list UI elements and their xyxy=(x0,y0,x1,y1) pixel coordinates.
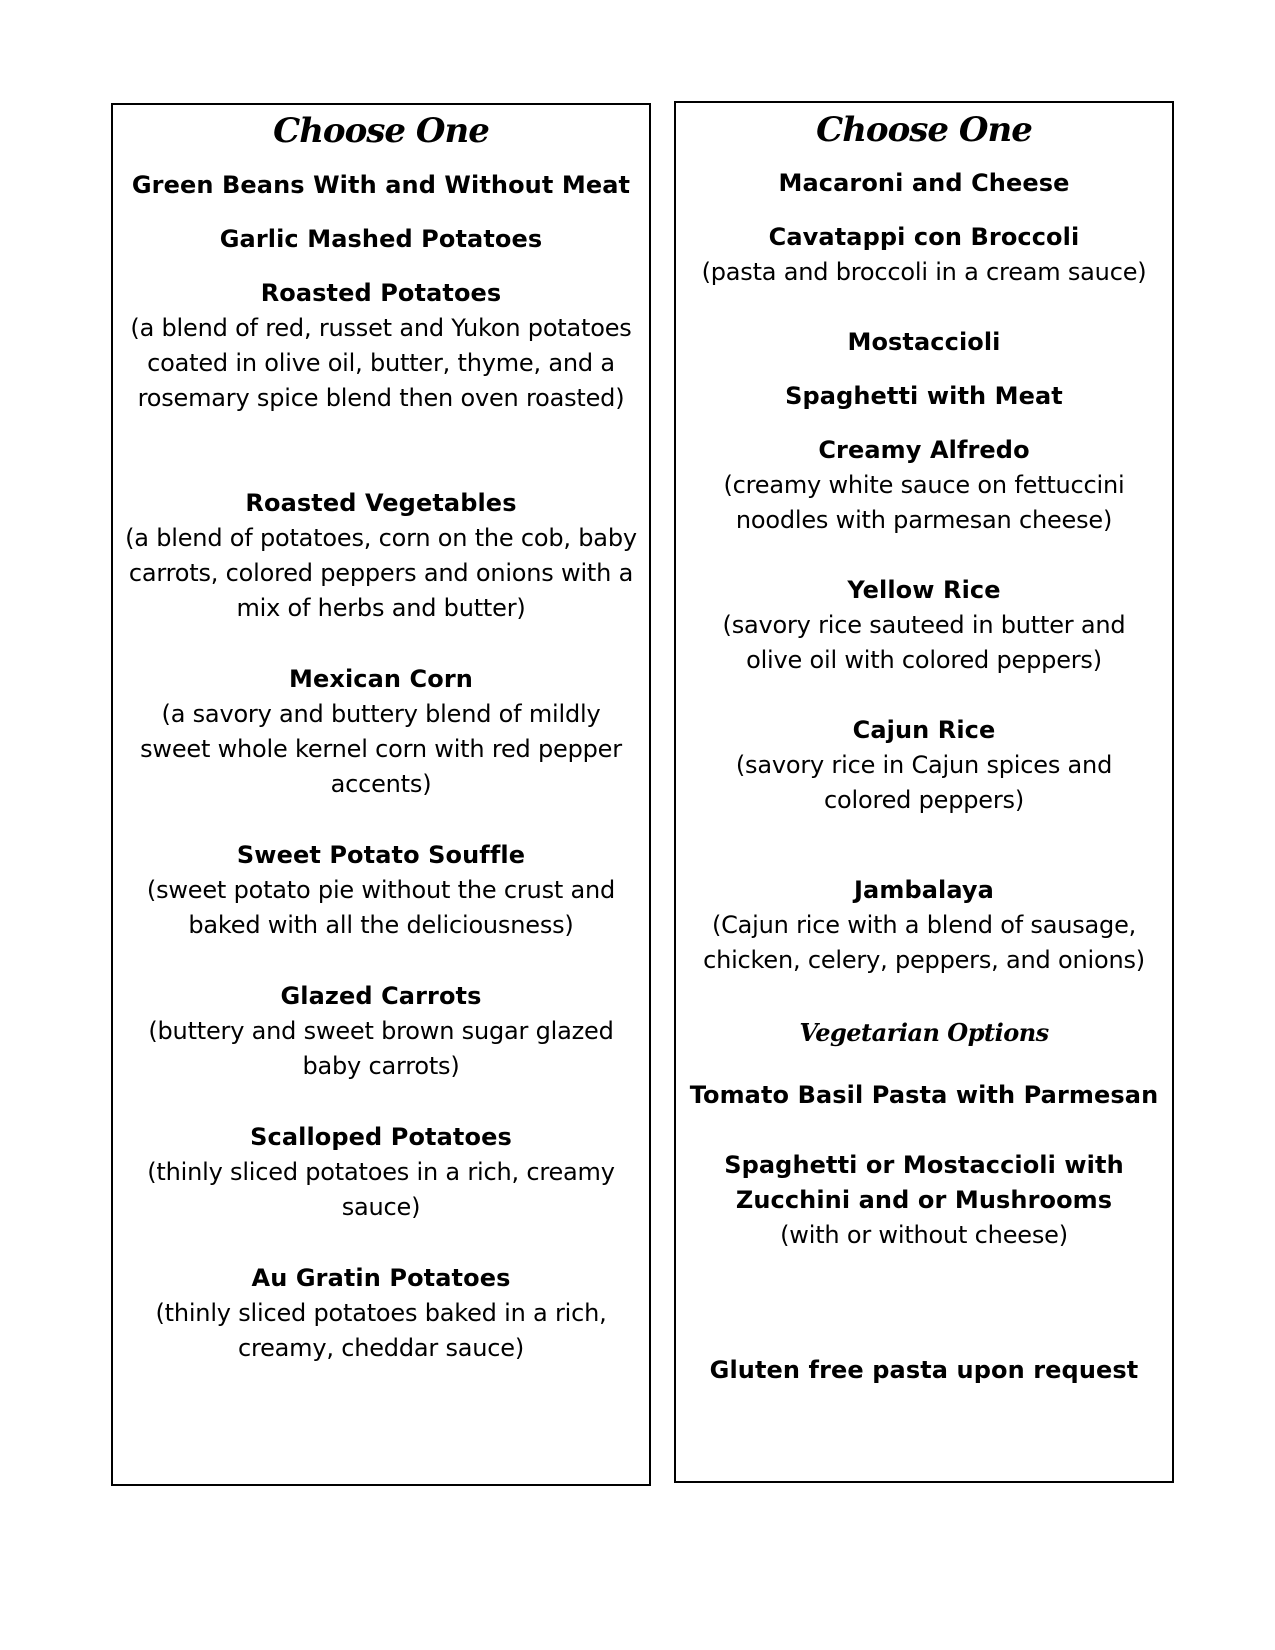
menu-item-description: (savory rice in Cajun spices and colored peppers) xyxy=(735,751,1113,814)
menu-item-yellow-rice xyxy=(676,573,1172,678)
menu-item-name: Creamy Alfredo xyxy=(818,436,1030,464)
right-panel-heading: Choose One xyxy=(816,110,1032,150)
menu-item-jambalaya xyxy=(676,873,1172,978)
menu-item-name: Yellow Rice xyxy=(847,576,1001,604)
menu-item-garlic-mashed-potatoes xyxy=(113,222,649,257)
menu-item-name: Spaghetti or Mostaccioli with Zucchini and or Mushrooms xyxy=(724,1151,1124,1214)
menu-item-description: (a savory and buttery blend of mildly sweet whole kernel corn with red pepper accents) xyxy=(140,700,622,798)
menu-item-name: Scalloped Potatoes xyxy=(250,1123,512,1151)
menu-item-name: Mostaccioli xyxy=(847,328,1001,356)
menu-item-name: Sweet Potato Souffle xyxy=(236,841,526,869)
menu-item-name: Cavatappi con Broccoli xyxy=(768,223,1080,251)
menu-item-description: (creamy white sauce on fettuccini noodles with parmesan cheese) xyxy=(723,471,1125,534)
left-panel-heading: Choose One xyxy=(273,111,489,151)
menu-item-name: Tomato Basil Pasta with Parmesan xyxy=(689,1081,1159,1109)
menu-item-name: Glazed Carrots xyxy=(280,982,482,1010)
menu-item-description: (buttery and sweet brown sugar glazed baby carrots) xyxy=(148,1017,614,1080)
menu-item-creamy-alfredo xyxy=(676,433,1172,538)
menu-item-description: (Cajun rice with a blend of sausage, chicken, celery, peppers, and onions) xyxy=(703,911,1145,974)
gluten-free-note xyxy=(676,1353,1172,1388)
menu-item-roasted-vegetables xyxy=(113,486,649,626)
menu-item-name: Green Beans With and Without Meat xyxy=(131,171,631,199)
menu-item-macaroni-and-cheese xyxy=(676,166,1172,201)
menu-item-name: Macaroni and Cheese xyxy=(778,169,1070,197)
menu-item-name: Mexican Corn xyxy=(289,665,473,693)
menu-item-name: Au Gratin Potatoes xyxy=(251,1264,511,1292)
menu-item-name: Spaghetti with Meat xyxy=(785,382,1063,410)
menu-item-description: (sweet potato pie without the crust and baked with all the deliciousness) xyxy=(146,876,616,939)
menu-item-cavatappi-con-broccoli xyxy=(676,220,1172,290)
menu-item-glazed-carrots xyxy=(113,979,649,1084)
menu-item-sweet-potato-souffle xyxy=(113,838,649,943)
menu-item-description: (pasta and broccoli in a cream sauce) xyxy=(701,258,1147,286)
menu-item-description: (thinly sliced potatoes baked in a rich, creamy, cheddar sauce) xyxy=(155,1299,607,1362)
menu-item-name: Roasted Vegetables xyxy=(245,489,517,517)
gluten-free-note-text: Gluten free pasta upon request xyxy=(709,1356,1139,1384)
right-menu-panel xyxy=(674,101,1174,1483)
menu-item-cajun-rice xyxy=(676,713,1172,818)
menu-item-mexican-corn xyxy=(113,662,649,802)
menu-item-description: (with or without cheese) xyxy=(780,1221,1068,1249)
menu-item-description: (a blend of potatoes, corn on the cob, baby carrots, colored peppers and onions with a mix of herbs and butter) xyxy=(125,524,637,622)
menu-item-spaghetti-zucchini-mushrooms xyxy=(676,1148,1172,1253)
menu-item-name: Cajun Rice xyxy=(852,716,996,744)
menu-item-description: (savory rice sauteed in butter and olive oil with colored peppers) xyxy=(722,611,1126,674)
menu-item-green-beans xyxy=(113,168,649,203)
menu-item-spaghetti-with-meat xyxy=(676,379,1172,414)
menu-item-roasted-potatoes xyxy=(113,276,649,416)
menu-item-name: Roasted Potatoes xyxy=(260,279,502,307)
menu-item-name: Garlic Mashed Potatoes xyxy=(219,225,543,253)
menu-item-au-gratin-potatoes xyxy=(113,1261,649,1366)
left-menu-panel xyxy=(111,103,651,1486)
menu-item-mostaccioli xyxy=(676,325,1172,360)
vegetarian-options-heading: Vegetarian Options xyxy=(799,1018,1049,1047)
menu-item-name: Jambalaya xyxy=(854,876,994,904)
menu-item-description: (a blend of red, russet and Yukon potatoes coated in olive oil, butter, thyme, and a rosemary spice blend then oven roasted) xyxy=(130,314,632,412)
menu-item-description: (thinly sliced potatoes in a rich, creamy sauce) xyxy=(147,1158,615,1221)
menu-item-scalloped-potatoes xyxy=(113,1120,649,1225)
menu-item-tomato-basil-pasta xyxy=(676,1078,1172,1113)
